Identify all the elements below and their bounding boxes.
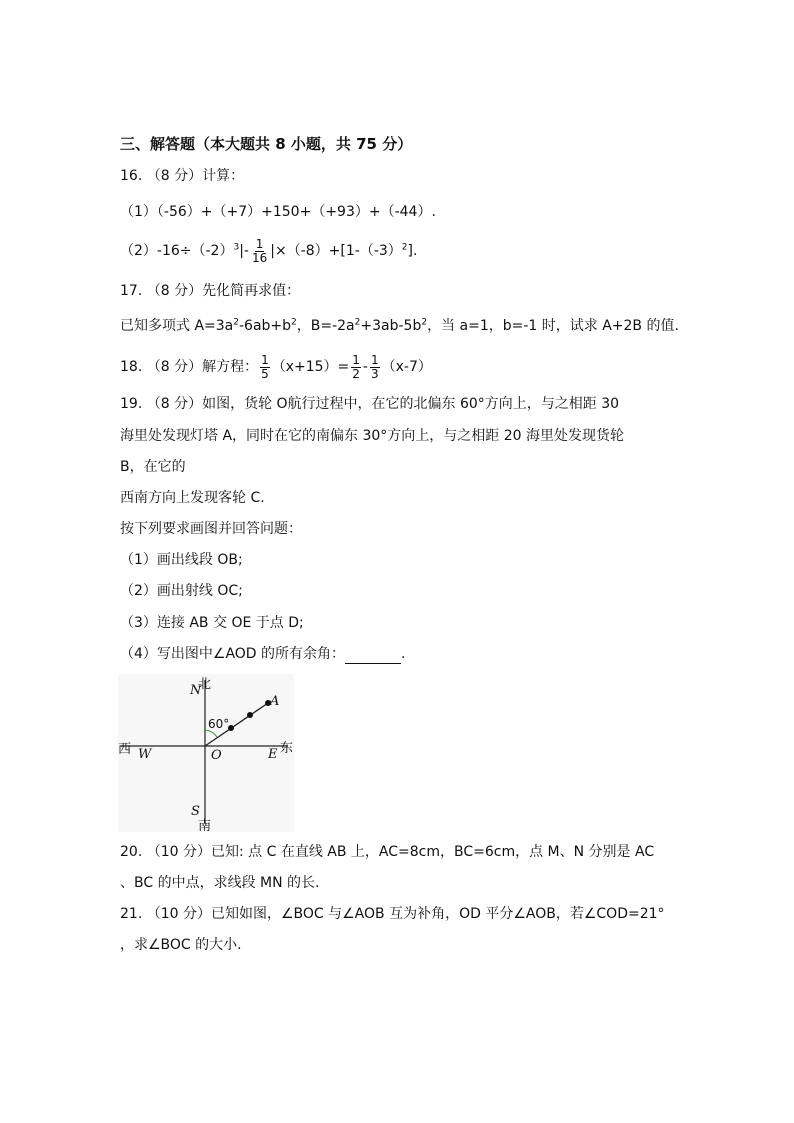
label-south: 南 [198, 819, 212, 834]
q19-item4-text: （4）写出图中∠AOD 的所有余角： [120, 646, 346, 662]
answer-blank[interactable] [345, 649, 401, 664]
q20-line2: 、BC 的中点，求线段 MN 的长. [120, 875, 320, 891]
q16-part1: （1）（-56）+（+7）+150+（+93）+（-44）. [120, 204, 436, 220]
q17-text: -6ab+b [238, 318, 292, 334]
q19-item2: （2）画出射线 OC; [120, 583, 243, 599]
frac-den: 2 [352, 366, 360, 381]
compass-figure [118, 674, 294, 832]
q16-frac-num: 1 [255, 236, 264, 251]
q18-equation [120, 352, 432, 382]
q17-exp: 2 [291, 317, 297, 328]
q19-item3: （3）连接 AB 交 OE 于点 D; [120, 615, 304, 631]
q18-prefix: 18. （8 分）解方程： [120, 359, 259, 375]
q19-line5: 按下列要求画图并回答问题： [120, 521, 302, 537]
label-a: A [270, 694, 280, 709]
label-o: O [211, 748, 222, 763]
q16-part2-suffix: |×（-8）+[1-（-3） [270, 243, 402, 259]
q19-line3: B，在它的 [120, 459, 186, 475]
q18-frac3 [370, 354, 380, 381]
q17-exp: 2 [233, 317, 239, 328]
q17-header: 17. （8 分）先化简再求值： [120, 283, 301, 299]
label-east: 东 [280, 741, 294, 756]
q17-text: 已知多项式 A=3a [120, 318, 234, 334]
q16-header: 16. （8 分）计算： [120, 168, 245, 184]
label-north: 北 [198, 677, 212, 692]
q16-abs-open: |- [239, 243, 249, 259]
section-title: 三、解答题（本大题共 8 小题，共 75 分） [120, 135, 413, 153]
q18-end: （x-7） [381, 359, 432, 375]
q20-line1: 20. （10 分）已知: 点 C 在直线 AB 上，AC=8cm，BC=6cm，点 M、N 分别是 AC [120, 844, 655, 860]
frac-num: 1 [261, 352, 269, 367]
q18-minus: - [362, 359, 368, 375]
q17-text: ，当 a=1，b=-1 时，试求 A+2B 的值. [427, 318, 679, 334]
q19-line2: 海里处发现灯塔 A，同时在它的南偏东 30°方向上，与之相距 20 海里处发现货轮 [120, 428, 625, 444]
q19-item1: （1）画出线段 OB; [120, 552, 243, 568]
q16-frac-den: 16 [251, 250, 268, 265]
q17-text: +3ab-5b [360, 318, 422, 334]
frac-num: 1 [370, 352, 379, 367]
frac-num: 1 [352, 352, 360, 367]
label-w: W [138, 747, 152, 762]
q17-exp: 2 [421, 317, 428, 328]
label-n: N [190, 683, 202, 698]
q16-part2-prefix: （2）-16÷（-2） [120, 243, 234, 259]
label-west: 西 [118, 742, 132, 757]
q21-line1: 21. （10 分）已知如图，∠BOC 与∠AOB 互为补角，OD 平分∠AOB，若∠COD=21° [120, 906, 665, 922]
q16-part2 [120, 236, 417, 266]
label-angle: 60° [208, 717, 230, 731]
q17-body [120, 316, 679, 336]
q19-line1: 19. （8 分）如图，货轮 O航行过程中，在它的北偏东 60°方向上，与之相距 30 [120, 396, 620, 412]
q19-item4 [120, 644, 406, 664]
q16-exp2: 2 [401, 242, 408, 253]
q18-frac1 [260, 354, 270, 381]
q18-mid: （x+15）= [271, 359, 350, 375]
angle-arc [205, 730, 217, 737]
label-e: E [268, 747, 278, 762]
label-s: S [191, 804, 200, 819]
frac-den: 5 [261, 366, 269, 381]
q16-fraction [251, 238, 268, 265]
q18-frac2 [351, 354, 361, 381]
q19-line4: 西南方向上发现客轮 C. [120, 490, 265, 506]
q16-part2-end: ]. [407, 243, 418, 259]
frac-den: 3 [370, 366, 379, 381]
q16-exp3: 3 [233, 242, 240, 253]
point-dot [247, 712, 253, 718]
q21-line2: ，求∠BOC 的大小. [120, 937, 242, 953]
q17-exp: 2 [354, 317, 361, 328]
q17-text: ，B=-2a [296, 318, 355, 334]
q19-item4-end: . [401, 646, 406, 662]
